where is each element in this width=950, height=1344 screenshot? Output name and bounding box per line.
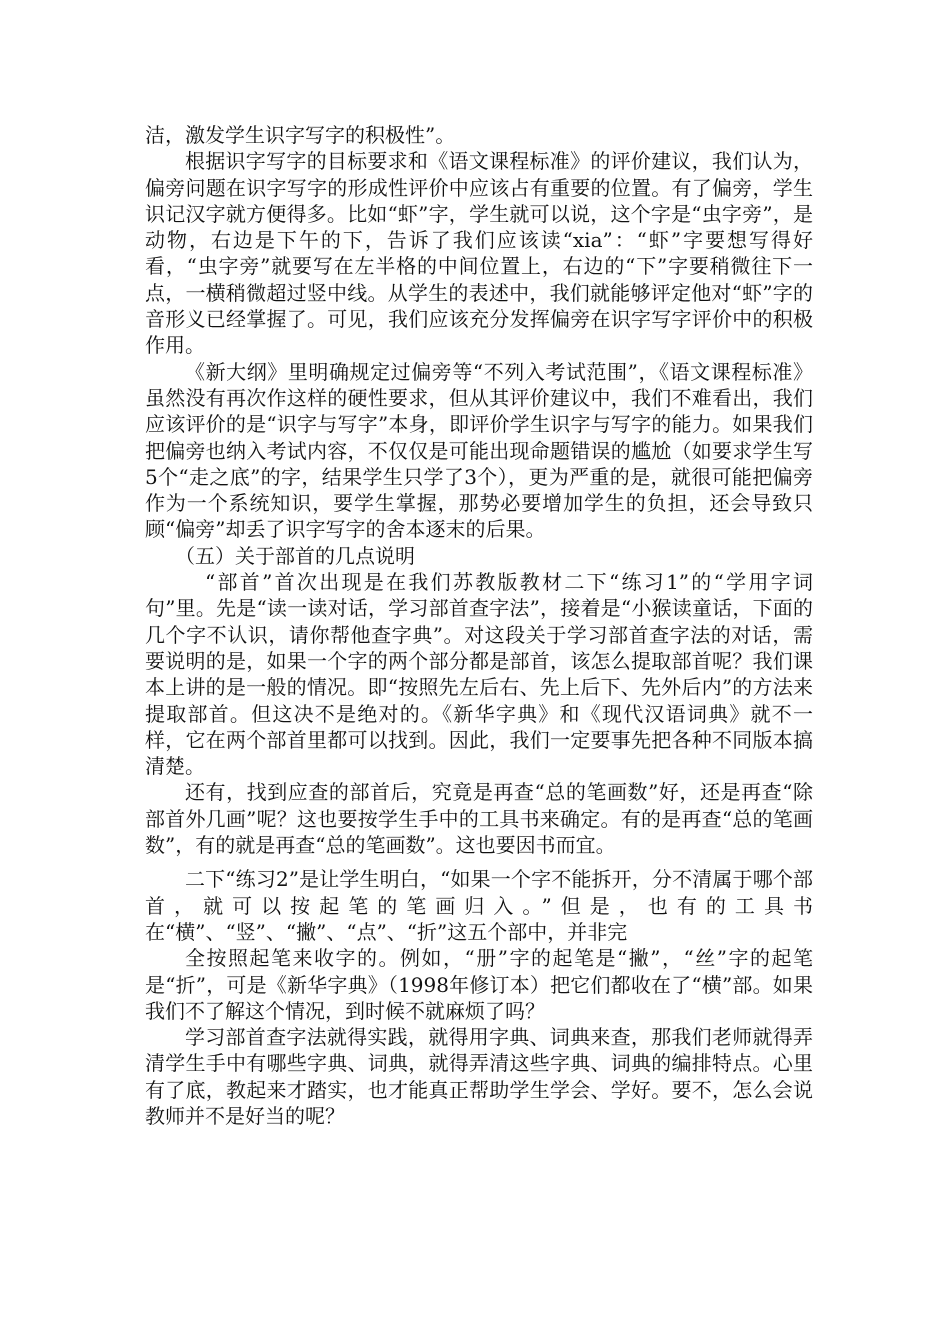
paragraph-teacher-practice: 学习部首查字法就得实践，就得用字典、词典来查，那我们老师就得弄清学生手中有哪些字典、词典，就得弄清这些字典、词典的编排特点。心里有了底，教起来才踏实，也才能真正帮助学生学会、学好。要不，怎么会说教师并不是好当的呢？ <box>145 1025 813 1128</box>
document-body <box>145 122 813 1129</box>
paragraph-stroke-count: 还有，找到应查的部首后，究竟是再查“总的笔画数”好，还是再查“除部首外几画”呢？这也要按学生手中的工具书来确定。有的是再查“总的笔画数”，有的就是再查“总的笔画数”。这也要因书而宜。 <box>145 780 813 858</box>
paragraph-new-syllabus: 《新大纲》里明确规定过偏旁等“不列入考试范围”，《语文课程标准》虽然没有再次作这样的硬性要求，但从其评价建议中，我们不难看出，我们应该评价的是“识字与写字”本身，即评价学生识字与写字的能力。如果我们把偏旁也纳入考试内容，不仅仅是可能出现命题错误的尴尬（如要求学生写5个“走之底”的字，结果学生只学了3个），更为严重的是，就很可能把偏旁作为一个系统知识，要学生掌握，那势必要增加学生的负担，还会导致只顾“偏旁”却丢了识字写字的舍本逐末的后果。 <box>145 359 813 542</box>
paragraph-radical-intro: “部首”首次出现是在我们苏教版教材二下“练习1”的“学用字词句”里。先是“读一读对话，学习部首查字法”，接着是“小猴读童话，下面的几个字不认识，请你帮他查字典”。对这段关于学习部首查字法的对话，需要说明的是，如果一个字的两个部分都是部首，该怎么提取部首呢？我们课本上讲的是一般的情况。即“按照先左后右、先上后下、先外后内”的方法来提取部首。但这决不是绝对的。《新华字典》和《现代汉语词典》就不一样，它在两个部首里都可以找到。因此，我们一定要事先把各种不同版本搞清楚。 <box>145 570 813 779</box>
paragraph-exercise-two: 二下“练习2”是让学生明白，“如果一个字不能拆开，分不清属于哪个部首，就可以按起笔的笔画归入。”但是，也有的工具书在“横”、“竖”、“撇”、“点”、“折”这五个部中，并非完 <box>145 867 813 944</box>
paragraph-radical-evaluation: 根据识字写字的目标要求和《语文课程标准》的评价建议，我们认为，偏旁问题在识字写字的形成性评价中应该占有重要的位置。有了偏旁，学生识记汉字就方便得多。比如“虾”字，学生就可以说，这个字是“虫字旁”，是动物，右边是下午的下，告诉了我们应该读“xia”：“虾”字要想写得好看，“虫字旁”就要写在左半格的中间位置上，右边的“下”字要稍微往下一点，一横稍微超过竖中线。从学生的表述中，我们就能够评定他对“虾”字的音形义已经掌握了。可见，我们应该充分发挥偏旁在识字写字评价中的积极作用。 <box>145 149 813 358</box>
paragraph-continuation: 洁，激发学生识字写字的积极性”。 <box>145 123 456 147</box>
paragraph-first-stroke: 全按照起笔来收字的。例如，“册”字的起笔是“撇”，“丝”字的起笔是“折”，可是《新华字典》（1998年修订本）把它们都收在了“横”部。如果我们不了解这个情况，到时候不就麻烦了吗？ <box>145 946 813 1023</box>
section-heading-radicals: （五）关于部首的几点说明 <box>175 543 415 568</box>
